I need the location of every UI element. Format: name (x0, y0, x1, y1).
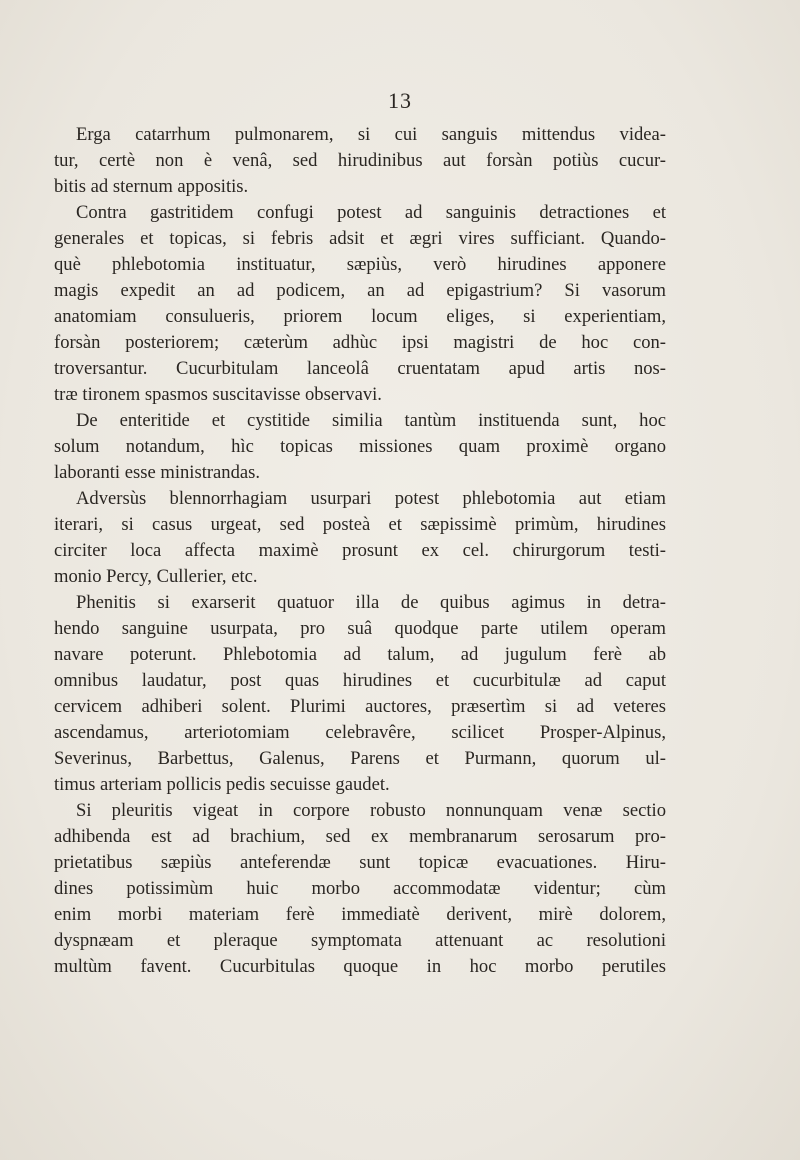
paragraph (54, 590, 666, 798)
text-line: solum notandum, hìc topicas missiones quam proximè organo (54, 436, 666, 457)
text-line: træ tironem spasmos suscitavisse observavi. (54, 384, 382, 405)
text-line: circiter loca affecta maximè prosunt ex cel. chirurgorum testi- (54, 540, 666, 561)
text-line: anatomiam consulueris, priorem locum eliges, si experientiam, (54, 306, 666, 327)
paragraph (54, 486, 666, 590)
text-line: què phlebotomia instituatur, sæpiùs, verò hirudines apponere (54, 254, 666, 275)
text-line: Adversùs blennorrhagiam usurpari potest phlebotomia aut etiam (76, 488, 666, 509)
text-line: tur, certè non è venâ, sed hirudinibus aut forsàn potiùs cucur- (54, 150, 666, 171)
text-line: multùm favent. Cucurbitulas quoque in hoc morbo perutiles (54, 956, 666, 977)
text-line: Severinus, Barbettus, Galenus, Parens et Purmann, quorum ul- (54, 748, 666, 769)
text-line: adhibenda est ad brachium, sed ex membranarum serosarum pro- (54, 826, 666, 847)
text-line: bitis ad sternum appositis. (54, 176, 249, 197)
paragraph (54, 798, 666, 980)
page-number: 13 (388, 88, 412, 113)
text-line: Erga catarrhum pulmonarem, si cui sanguis mittendus videa- (76, 124, 666, 145)
text-line: enim morbi materiam ferè immediatè derivent, mirè dolorem, (54, 904, 666, 925)
text-line: Phenitis si exarserit quatuor illa de quibus agimus in detra- (76, 592, 666, 613)
text-line: monio Percy, Cullerier, etc. (54, 566, 258, 587)
text-line: forsàn posteriorem; cæterùm adhùc ipsi magistri de hoc con- (54, 332, 666, 353)
text-line: iterari, si casus urgeat, sed posteà et sæpissimè primùm, hirudines (54, 514, 666, 535)
paragraph (54, 122, 666, 200)
paragraph (54, 408, 666, 486)
text-line: timus arteriam pollicis pedis secuisse gaudet. (54, 774, 390, 795)
text-line: ascendamus, arteriotomiam celebravêre, scilicet Prosper-Alpinus, (54, 722, 666, 743)
text-line: navare poterunt. Phlebotomia ad talum, ad jugulum ferè ab (54, 644, 666, 665)
text-line: omnibus laudatur, post quas hirudines et cucurbitulæ ad caput (54, 670, 666, 691)
text-line: cervicem adhiberi solent. Plurimi auctores, præsertìm si ad veteres (54, 696, 666, 717)
text-line: De enteritide et cystitide similia tantùm instituenda sunt, hoc (76, 410, 666, 431)
paragraph (54, 200, 666, 408)
text-line: magis expedit an ad podicem, an ad epigastrium? Si vasorum (54, 280, 666, 301)
text-line: dyspnæam et pleraque symptomata attenuant ac resolutioni (54, 930, 666, 951)
text-line: prietatibus sæpiùs anteferendæ sunt topicæ evacuationes. Hiru- (54, 852, 666, 873)
text-line: Contra gastritidem confugi potest ad sanguinis detractiones et (76, 202, 666, 223)
text-line: laboranti esse ministrandas. (54, 462, 261, 483)
text-line: hendo sanguine usurpata, pro suâ quodque parte utilem operam (54, 618, 666, 639)
body-text (54, 122, 666, 980)
text-line: generales et topicas, si febris adsit et ægri vires sufficiant. Quando- (54, 228, 666, 249)
text-line: dines potissimùm huic morbo accommodatæ videntur; cùm (54, 878, 666, 899)
text-line: Si pleuritis vigeat in corpore robusto nonnunquam venæ sectio (76, 800, 666, 821)
text-line: troversantur. Cucurbitulam lanceolâ cruentatam apud artis nos- (54, 358, 666, 379)
